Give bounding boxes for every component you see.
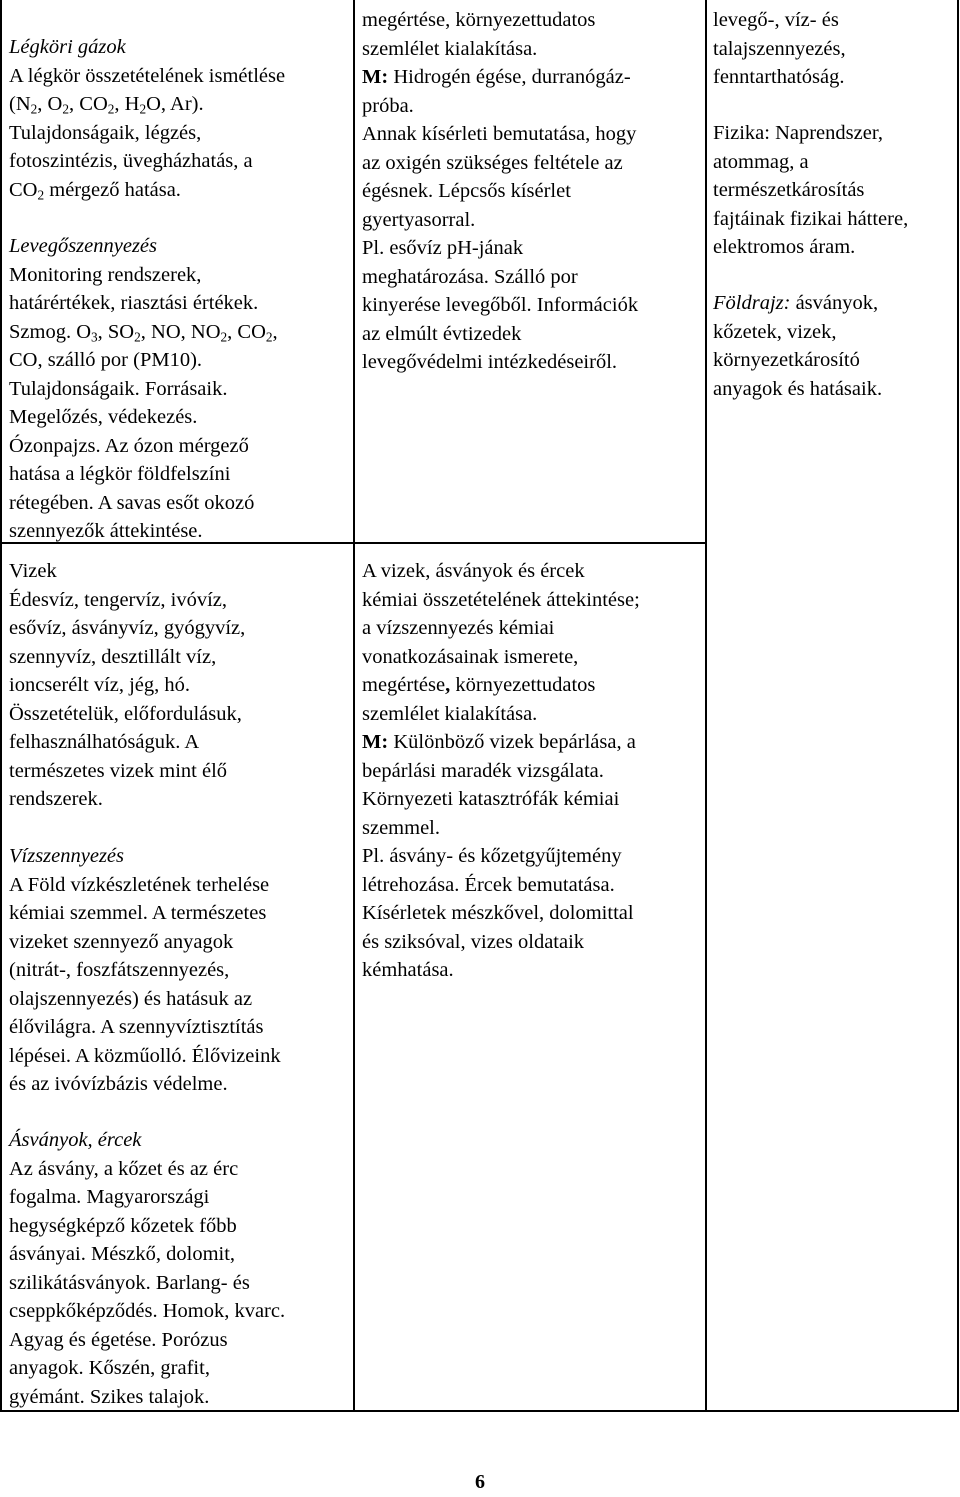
text-line: természetkárosítás — [713, 179, 865, 201]
text-line: kémiai szemmel. A természetes — [9, 902, 267, 924]
text-line: gyertyasorral. — [362, 208, 476, 231]
text-line: Az ásvány, a kőzet és az érc — [9, 1157, 239, 1180]
text-line: Tulajdonságaik, légzés, — [9, 121, 202, 144]
text-line: rétegében. A savas esőt okozó — [9, 491, 255, 514]
table-border-left — [0, 0, 2, 1411]
text-line: gyémánt. Szikes talajok. — [9, 1385, 210, 1408]
text-line: anyagok. Kőszén, grafit, — [9, 1357, 210, 1379]
text-line: és sziksóval, vizes oldataik — [362, 930, 585, 953]
text-line: A légkör összetételének ismétlése — [9, 64, 286, 87]
subject-label: Fizika: — [713, 122, 770, 144]
text-line: ioncserélt víz, jég, hó. — [9, 674, 191, 696]
text-line: vonatkozásainak ismerete, — [362, 645, 579, 668]
subject-label: Földrajz: — [713, 292, 791, 314]
text-line: Környezeti katasztrófák kémiai — [362, 788, 620, 810]
text-line: Pl. esővíz pH-jának — [362, 237, 524, 259]
text-line: megértése, környezettudatos — [362, 9, 596, 31]
connections-block-physics — [713, 119, 955, 262]
section-vizszennyezes — [9, 842, 349, 1099]
text-line: szilikátásványok. Barlang- és — [9, 1271, 250, 1294]
text-line: fogalma. Magyarországi — [9, 1186, 210, 1208]
text-line: határértékek, riasztási értékek. — [9, 292, 259, 314]
text-line: Kísérletek mészkővel, dolomittal — [362, 902, 634, 924]
connections-block-geography — [713, 289, 955, 403]
connections-block-1 — [713, 6, 955, 92]
text-line: Földrajz: ásványok, — [713, 292, 879, 314]
text-line: Monitoring rendszerek, — [9, 263, 202, 286]
text-line: levegővédelmi intézkedéseiről. — [362, 351, 618, 373]
text-line: szemlélet kialakítása. — [362, 702, 538, 725]
text-line: élővilágra. A szennyvíztisztítás — [9, 1016, 264, 1038]
text-line: természetes vizek mint élő — [9, 759, 228, 782]
text-line: Agyag és égetése. Porózus — [9, 1328, 228, 1351]
text-line: kinyerése levegőből. Információk — [362, 294, 639, 316]
table-border-right — [957, 0, 959, 1411]
text-line: A Föld vízkészletének terhelése — [9, 873, 270, 896]
text-line: A vizek, ásványok és ércek — [362, 560, 585, 582]
section-heading: Levegőszennyezés — [9, 235, 158, 257]
page-number: 6 — [475, 1471, 485, 1493]
text-line: Fizika: Naprendszer, — [713, 122, 883, 144]
text-line: elektromos áram. — [713, 236, 856, 258]
text-line: az oxigén szükséges feltétele az — [362, 151, 623, 174]
text-line: Édesvíz, tengervíz, ivóvíz, — [9, 588, 228, 611]
text-line: anyagok és hatásaik. — [713, 377, 883, 400]
text-line: lépései. A közműolló. Élővizeink — [9, 1044, 281, 1067]
activities-block-air — [362, 6, 702, 377]
text-line: $CO_2$ mérgező hatása. — [9, 178, 181, 202]
section-heading: Vizek — [9, 560, 57, 582]
column-divider-1 — [353, 0, 355, 1411]
text-line: talajszennyezés, — [713, 37, 846, 60]
text-line: Annak kísérleti bemutatása, hogy — [362, 123, 637, 145]
text-line: atommag, a — [713, 150, 809, 173]
text-line: ásványai. Mészkő, dolomit, — [9, 1243, 236, 1265]
column-divider-2 — [705, 0, 707, 1411]
text-line: vizeket szennyező anyagok — [9, 930, 234, 953]
text-line: Megelőzés, védekezés. — [9, 406, 198, 428]
text-line: fajtáinak fizikai háttere, — [713, 207, 909, 230]
text-line: cseppkőképződés. Homok, kvarc. — [9, 1300, 286, 1322]
activities-block-water — [362, 557, 702, 985]
text-line: rendszerek. — [9, 788, 103, 810]
text-line: és az ivóvízbázis védelme. — [9, 1073, 228, 1095]
text-line: levegő-, víz- és — [713, 9, 839, 31]
text-line: kémhatása. — [362, 959, 454, 981]
text-line: létrehozása. Ércek bemutatása. — [362, 873, 615, 896]
section-vizek — [9, 557, 349, 814]
section-heading: Vízszennyezés — [9, 845, 125, 867]
text-line: kőzetek, vizek, — [713, 320, 837, 343]
text-line: meghatározása. Szálló por — [362, 265, 578, 288]
text-line: M: Hidrogén égése, durranógáz- — [362, 66, 631, 88]
text-line: Összetételük, előfordulásuk, — [9, 702, 242, 725]
text-line: fotoszintézis, üvegházhatás, a — [9, 150, 253, 172]
text-line: olajszennyezés) és hatásuk az — [9, 987, 253, 1010]
text-line: a vízszennyezés kémiai — [362, 617, 555, 639]
text-line: szemmel. — [362, 816, 440, 839]
text-line: felhasználhatóságuk. A — [9, 731, 200, 753]
section-heading: Légköri gázok — [9, 36, 126, 58]
text-line: (nitrát-, foszfátszennyezés, — [9, 959, 230, 981]
text-line: ($N_2$, $O_2$, $CO_2$, $H_2O$, Ar). — [9, 93, 204, 117]
text-line: szemlélet kialakítása. — [362, 37, 538, 60]
text-line: égésnek. Lépcsős kísérlet — [362, 180, 571, 202]
text-line: Ózonpajzs. Az ózon mérgező — [9, 434, 249, 457]
text-line: Szmog. $O_3$, $SO_2$, NO, $NO_2$, $CO_2$, — [9, 320, 278, 344]
section-heading: Ásványok, ércek — [9, 1129, 142, 1151]
text-line: szennyvíz, desztillált víz, — [9, 645, 217, 668]
text-line: hatása a légkör földfelszíni — [9, 463, 231, 485]
text-line: esővíz, ásványvíz, gyógyvíz, — [9, 617, 246, 639]
text-line: megértése, környezettudatos — [362, 674, 596, 696]
text-line: az elmúlt évtizedek — [362, 322, 522, 345]
section-levegoszennyezes — [9, 232, 349, 546]
text-line: kémiai összetételének áttekintése; — [362, 588, 640, 611]
text-line: Pl. ásvány- és kőzetgyűjtemény — [362, 845, 622, 867]
text-line: CO, szálló por (PM10). — [9, 349, 203, 371]
section-asvanyok-ercek — [9, 1126, 349, 1411]
text-line: próba. — [362, 94, 414, 117]
text-line: hegységképző kőzetek főbb — [9, 1214, 237, 1237]
text-line: M: Különböző vizek bepárlása, a — [362, 731, 636, 753]
text-line: Tulajdonságaik. Forrásaik. — [9, 377, 228, 400]
text-line: bepárlási maradék vizsgálata. — [362, 759, 604, 782]
section-legkori-gazok — [9, 33, 349, 204]
text-line: fenntarthatóság. — [713, 66, 845, 88]
text-line: szennyezők áttekintése. — [9, 520, 203, 542]
text-line: környezetkárosító — [713, 349, 860, 371]
